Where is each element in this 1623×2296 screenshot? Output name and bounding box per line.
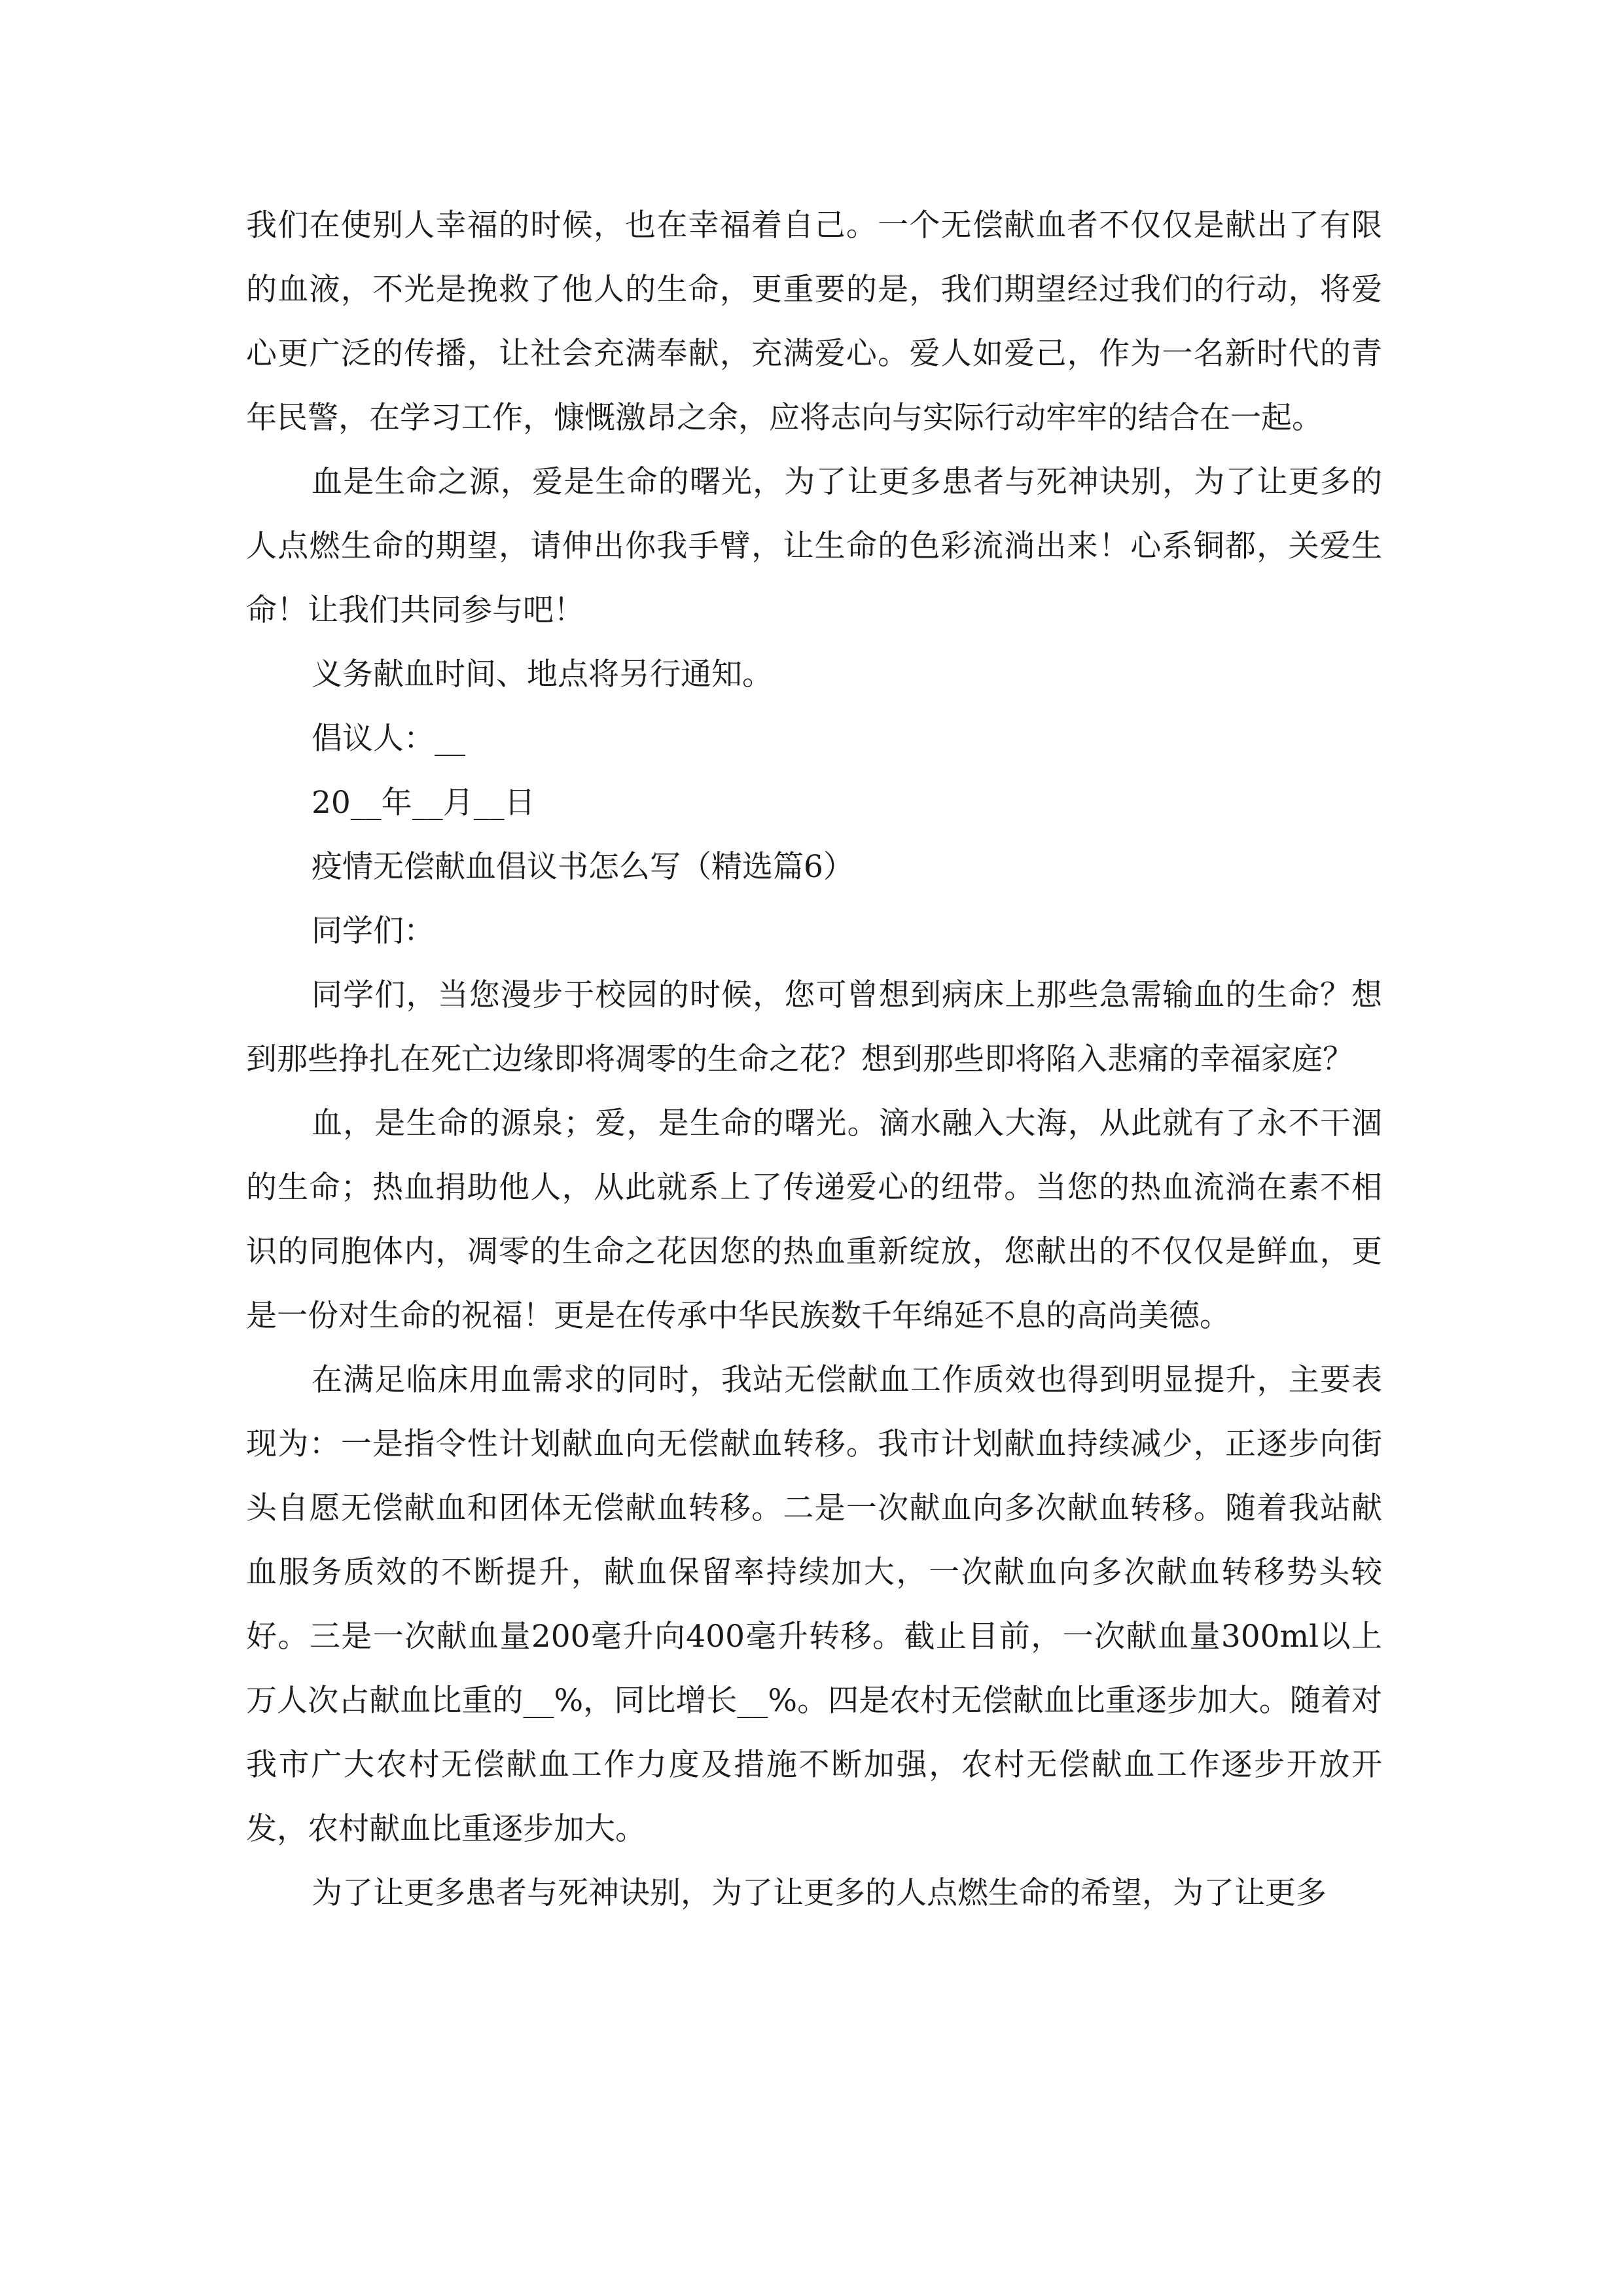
paragraph-2: 血是生命之源，爱是生命的曙光，为了让更多患者与死神诀别，为了让更多的人点燃生命的期望，请伸出你我手臂，让生命的色彩流淌出来！心系铜都，关爱生命！让我们共同参与吧！ — [246, 464, 1382, 628]
date-line: 20__年__月__日 — [312, 785, 535, 821]
paragraph-10: 在满足临床用血需求的同时，我站无偿献血工作质效也得到明显提升，主要表现为：一是指令性计划献血向无偿献血转移。我市计划献血持续减少，正逐步向街头自愿无偿献血和团体无偿献血转移。二是一次献血向多次献血转移。随着我站献血服务质效的不断提升，献血保留率持续加大，一次献血向多次献血转移势头较好。三是一次献血量200毫升向400毫升转移。截止目前，一次献血量300ml以上万人次占献血比重的__%，同比增长__%。四是农村无偿献血比重逐步加大。随着对我市广大农村无偿献血工作力度及措施不断加强，农村无偿献血工作逐步开放开发，农村献血比重逐步加大。 — [246, 1362, 1382, 1847]
section-title: 疫情无偿献血倡议书怎么写（精选篇6） — [312, 849, 854, 885]
document-body — [246, 194, 1382, 1926]
salutation: 同学们： — [312, 913, 435, 949]
paragraph-8: 同学们，当您漫步于校园的时候，您可曾想到病床上那些急需输血的生命？想到那些挣扎在死亡边缘即将凋零的生命之花？想到那些即将陷入悲痛的幸福家庭？ — [246, 977, 1382, 1077]
paragraph-9: 血，是生命的源泉；爱，是生命的曙光。滴水融入大海，从此就有了永不干涸的生命；热血捐助他人，从此就系上了传递爱心的纽带。当您的热血流淌在素不相识的同胞体内，凋零的生命之花因您的热血重新绽放，您献出的不仅仅是鲜血，更是一份对生命的祝福！更是在传承中华民族数千年绵延不息的高尚美德。 — [246, 1105, 1382, 1334]
paragraph-1: 我们在使别人幸福的时候，也在幸福着自己。一个无偿献血者不仅仅是献出了有限的血液，不光是挽救了他人的生命，更重要的是，我们期望经过我们的行动，将爱心更广泛的传播，让社会充满奉献，充满爱心。爱人如爱己，作为一名新时代的青年民警，在学习工作，慷慨激昂之余，应将志向与实际行动牢牢的结合在一起。 — [246, 207, 1382, 436]
initiator-line: 倡议人：__ — [312, 721, 465, 757]
paragraph-11: 为了让更多患者与死神诀别，为了让更多的人点燃生命的希望，为了让更多 — [312, 1875, 1327, 1911]
paragraph-3: 义务献血时间、地点将另行通知。 — [312, 656, 773, 692]
